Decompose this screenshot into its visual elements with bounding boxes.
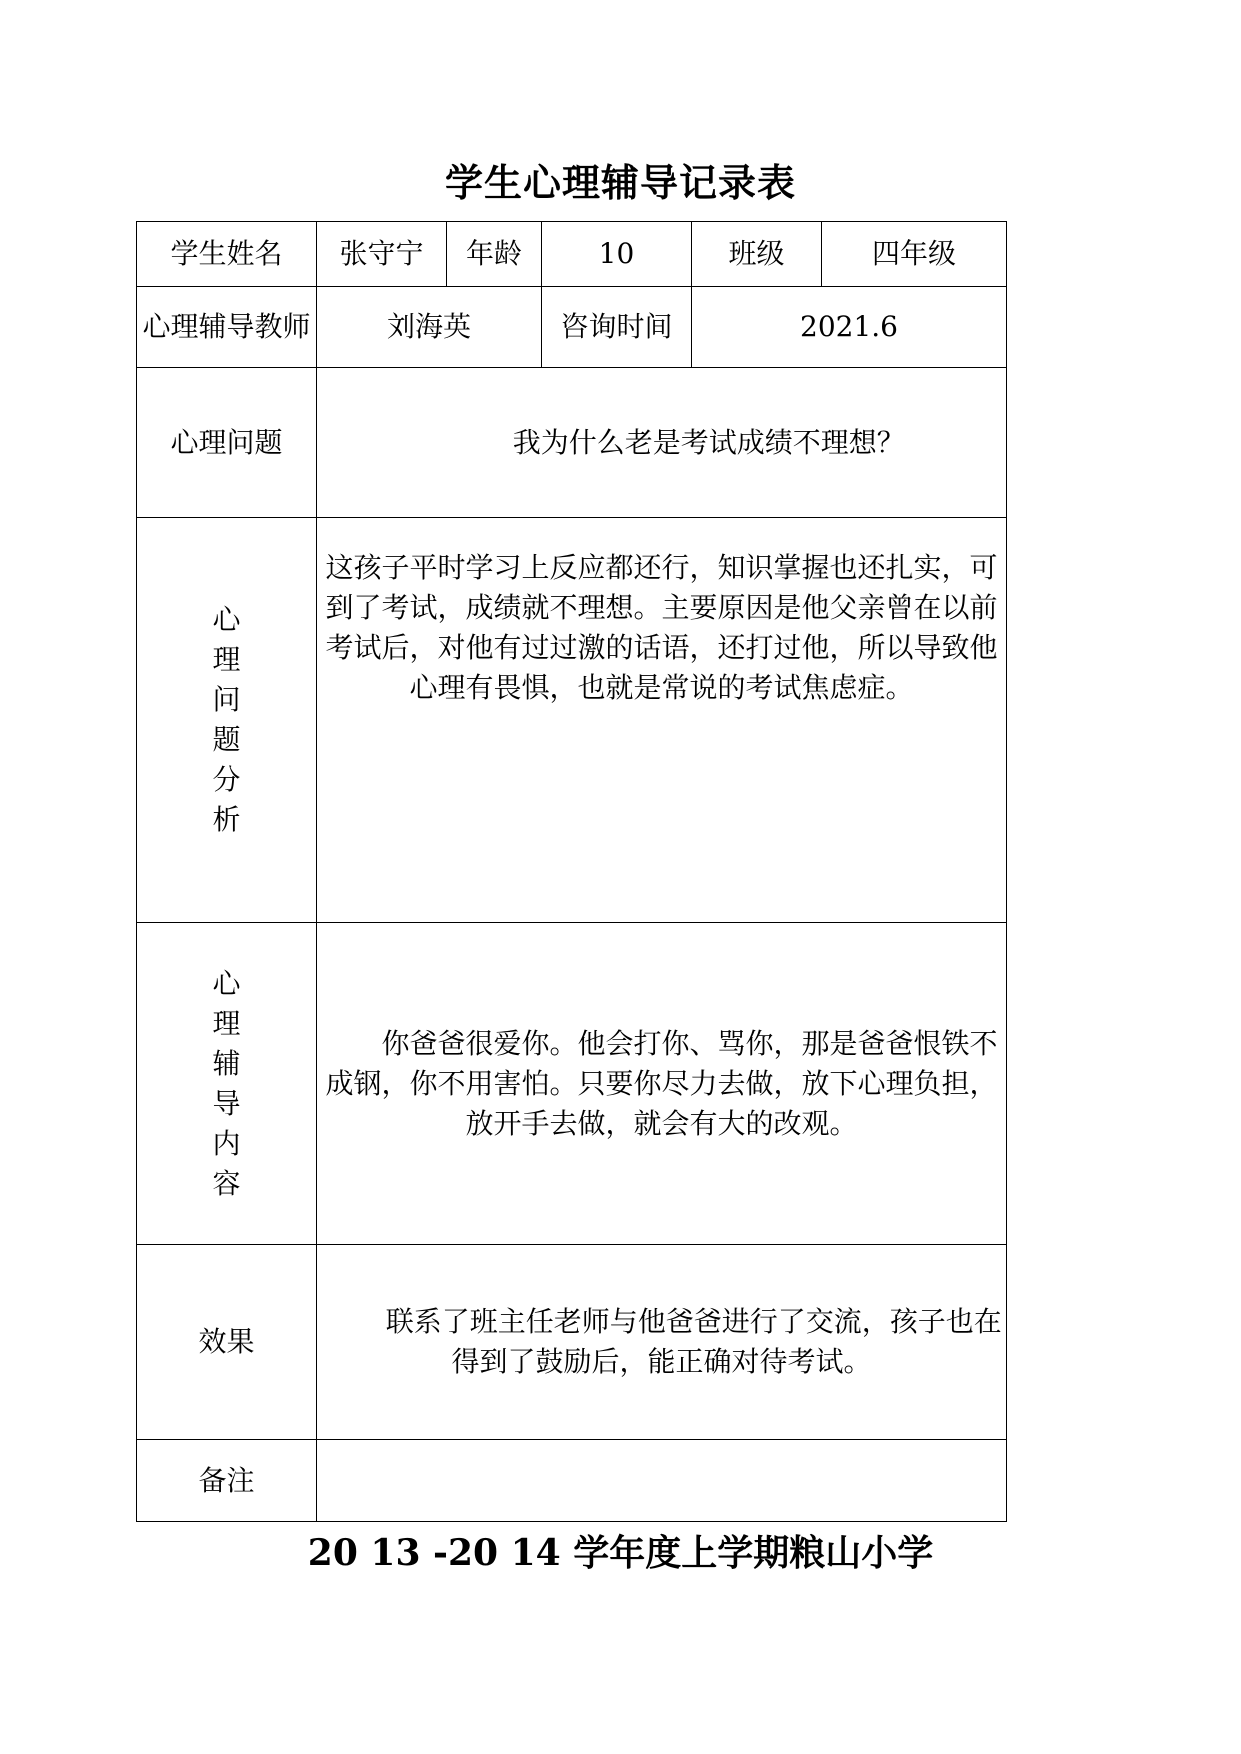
table-row-counseling [137, 923, 1007, 1245]
analysis-label: 心理问题分析 [212, 603, 241, 836]
counseling-label-cell [137, 923, 317, 1245]
age-value: 10 [542, 222, 692, 287]
remarks-text [317, 1440, 1007, 1522]
effect-text: 联系了班主任老师与他爸爸进行了交流，孩子也在得到了鼓励后，能正确对待考试。 [317, 1245, 1007, 1440]
effect-label: 效果 [137, 1245, 317, 1440]
age-label: 年龄 [447, 222, 542, 287]
table-row-student-info [137, 222, 1007, 287]
class-label: 班级 [692, 222, 822, 287]
teacher-value: 刘海英 [317, 287, 542, 368]
counseling-text: 你爸爸很爱你。他会打你、骂你，那是爸爸恨铁不成钢，你不用害怕。只要你尽力去做，放下心理负担，放开手去做，就会有大的改观。 [317, 923, 1007, 1245]
teacher-label: 心理辅导教师 [137, 287, 317, 368]
student-name-value: 张守宁 [317, 222, 447, 287]
consult-time-value: 2021.6 [692, 287, 1007, 368]
problem-label: 心理问题 [137, 368, 317, 518]
table-row-teacher-info [137, 287, 1007, 368]
problem-text: 我为什么老是考试成绩不理想？ [317, 368, 1007, 518]
remarks-label: 备注 [137, 1440, 317, 1522]
page-title: 学生心理辅导记录表 [444, 160, 796, 205]
student-name-label: 学生姓名 [137, 222, 317, 287]
table-row-analysis [137, 518, 1007, 923]
table-row-remarks [137, 1440, 1007, 1522]
analysis-text: 这孩子平时学习上反应都还行，知识掌握也还扎实，可到了考试，成绩就不理想。主要原因是他父亲曾在以前考试后，对他有过过激的话语，还打过他，所以导致他心理有畏惧，也就是常说的考试焦虑症。 [317, 518, 1007, 923]
counseling-label: 心理辅导内容 [212, 966, 241, 1200]
school-year-footer: 20 13 -20 14 学年度上学期粮山小学 [307, 1532, 934, 1574]
record-table [136, 221, 1007, 1522]
analysis-label-cell [137, 518, 317, 923]
table-row-problem [137, 368, 1007, 518]
table-row-effect [137, 1245, 1007, 1440]
class-value: 四年级 [822, 222, 1007, 287]
consult-time-label: 咨询时间 [542, 287, 692, 368]
